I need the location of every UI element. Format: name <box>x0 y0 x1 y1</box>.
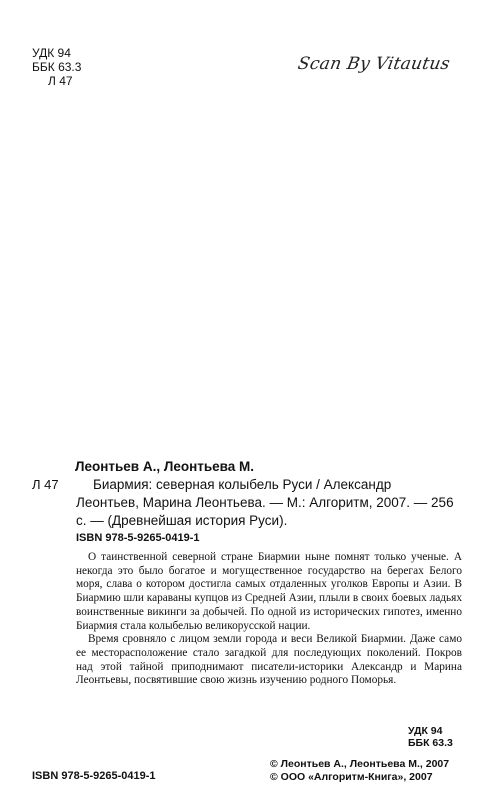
copyright-line-publisher: © ООО «Алгоритм-Книга», 2007 <box>270 770 433 783</box>
catalog-authors: Леонтьев А., Леонтьева М. <box>75 459 255 474</box>
annotation-paragraph: О таинственной северной стране Биармии ныне помнят только ученые. А некогда это было богатое и могущественное государство на берегах Белого моря, слава о котором достигла самых отдаленных уголков Европы и Азии. В Биармию шли караваны купцов из Средней Азии, плыли в своих боевых ладьях воинственные викинги за добычей. По одной из исторических гипотез, именно Биармия стала колыбелью великорусской нации. <box>76 551 462 632</box>
classification-block-top <box>32 46 81 88</box>
scan-signature: Scan By Vitautus <box>296 54 452 74</box>
isbn-footer: ISBN 978-5-9265-0419-1 <box>32 770 156 782</box>
udk-code: УДК 94 <box>408 725 443 737</box>
author-mark: Л 47 <box>48 74 73 88</box>
copyright-block <box>270 758 449 783</box>
udk-code: УДК 94 <box>32 46 71 60</box>
copyright-line-authors: © Леонтьев А., Леонтьева М., 2007 <box>270 758 450 770</box>
bbk-code: ББК 63.3 <box>32 60 82 74</box>
annotation-paragraph: Время сровняло с лицом земли города и веси Великой Биармии. Даже само ее месторасположение стало загадкой для последующих поколений. Покров над этой тайной приподнимают писатели-историки Александр и Марина Леонтьевы, посвятившие свою жизнь изучению родного Поморья. <box>76 633 462 687</box>
bbk-code: ББК 63.3 <box>408 737 453 749</box>
bibliographic-description: Биармия: северная колыбель Руси / Александр Леонтьев, Марина Леонтьева. — М.: Алгоритм, 2007. — 256 с. — (Древнейшая история Руси). <box>76 477 454 528</box>
classification-block-bottom <box>408 725 453 749</box>
catalog-isbn: ISBN 978-5-9265-0419-1 <box>76 532 200 544</box>
catalog-author-mark: Л 47 <box>32 477 59 492</box>
annotation <box>76 551 462 688</box>
